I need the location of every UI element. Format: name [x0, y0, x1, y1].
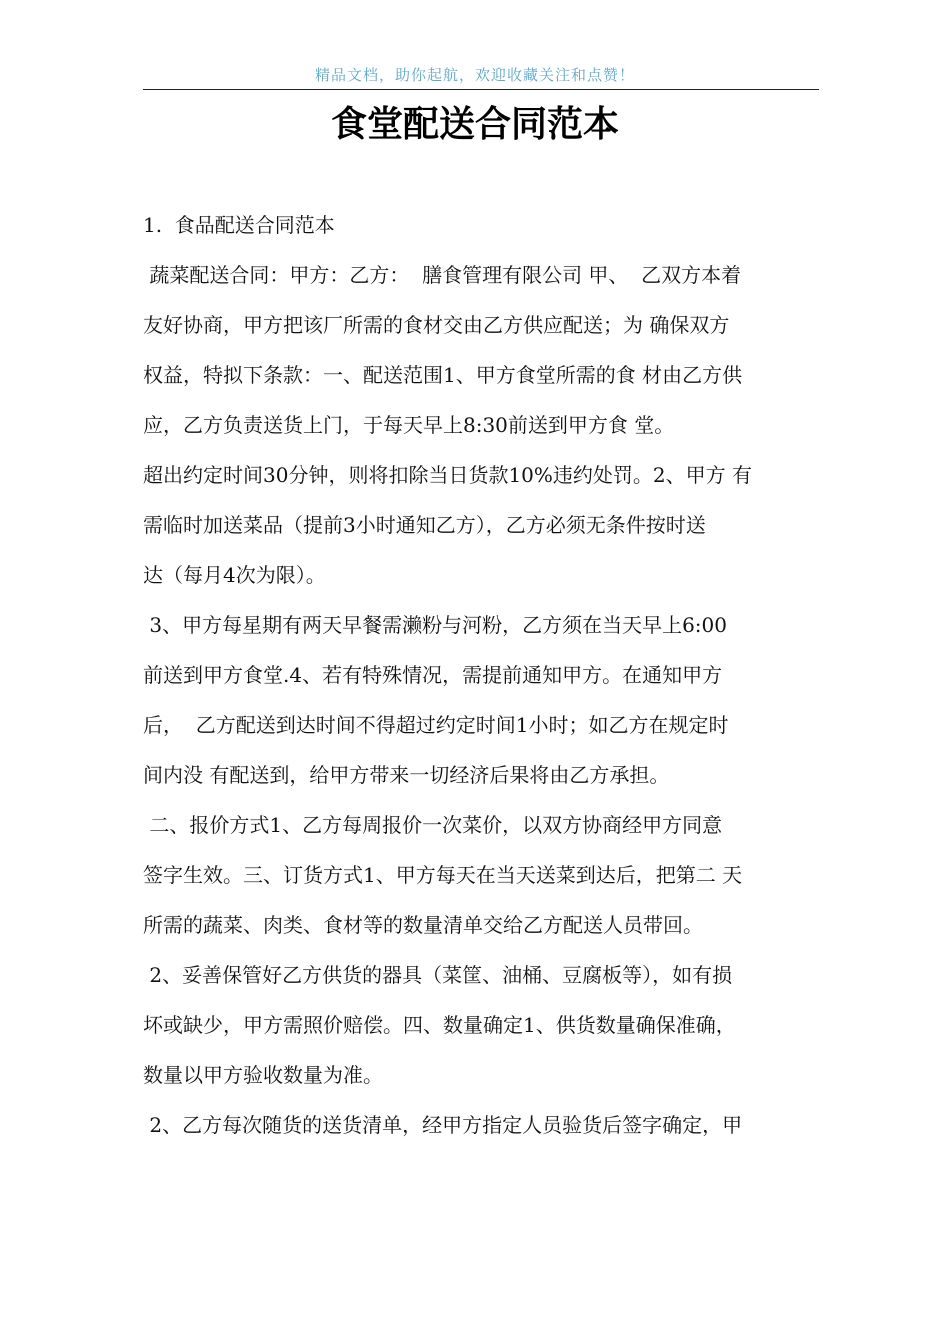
body-line: 达（每月4次为限）。: [143, 563, 326, 587]
body-line: 前送到甲方食堂.4、若有特殊情况，需提前通知甲方。在通知甲方: [143, 663, 723, 687]
body-line: 需临时加送菜品（提前3小时通知乙方），乙方必须无条件按时送: [143, 513, 706, 537]
document-title: 食堂配送合同范本: [330, 103, 619, 145]
body-line: 2、乙方每次随货的送货清单，经甲方指定人员验货后签字确定，甲: [143, 1113, 743, 1137]
body-line: 二、报价方式1、乙方每周报价一次菜价，以双方协商经甲方同意: [143, 813, 723, 837]
body-line: 所需的蔬菜、肉类、食材等的数量清单交给乙方配送人员带回。: [143, 913, 703, 937]
header-divider: [143, 89, 819, 90]
body-line: 蔬菜配送合同：甲方：乙方： 膳食管理有限公司 甲、 乙双方本着: [143, 263, 742, 287]
body-line: 签字生效。三、订货方式1、甲方每天在当天送菜到达后，把第二 天: [143, 863, 743, 887]
body-line: 超出约定时间30分钟，则将扣除当日货款10%违约处罚。2、甲方 有: [143, 463, 752, 487]
body-line: 数量以甲方验收数量为准。: [143, 1063, 383, 1087]
body-line: 后， 乙方配送到达时间不得超过约定时间1小时；如乙方在规定时: [143, 713, 729, 737]
body-line: 3、甲方每星期有两天早餐需濑粉与河粉，乙方须在当天早上6:00: [143, 613, 727, 637]
body-line: 应，乙方负责送货上门，于每天早上8:30前送到甲方食 堂。: [143, 413, 675, 437]
header-note: 精品文档，助你起航，欢迎收藏关注和点赞！: [314, 66, 635, 84]
body-line: 1. 食品配送合同范本: [143, 213, 335, 237]
body-line: 间内没 有配送到，给甲方带来一切经济后果将由乙方承担。: [143, 763, 670, 787]
body-line: 2、妥善保管好乙方供货的器具（菜筐、油桶、豆腐板等），如有损: [143, 963, 733, 987]
body-line: 权益，特拟下条款：一、配送范围1、甲方食堂所需的食 材由乙方供: [143, 363, 743, 387]
body-line: 友好协商，甲方把该厂所需的食材交由乙方供应配送；为 确保双方: [143, 313, 730, 337]
document-body: [143, 208, 823, 1158]
body-line: 坏或缺少，甲方需照价赔偿。四、数量确定1、供货数量确保准确，: [143, 1013, 736, 1037]
